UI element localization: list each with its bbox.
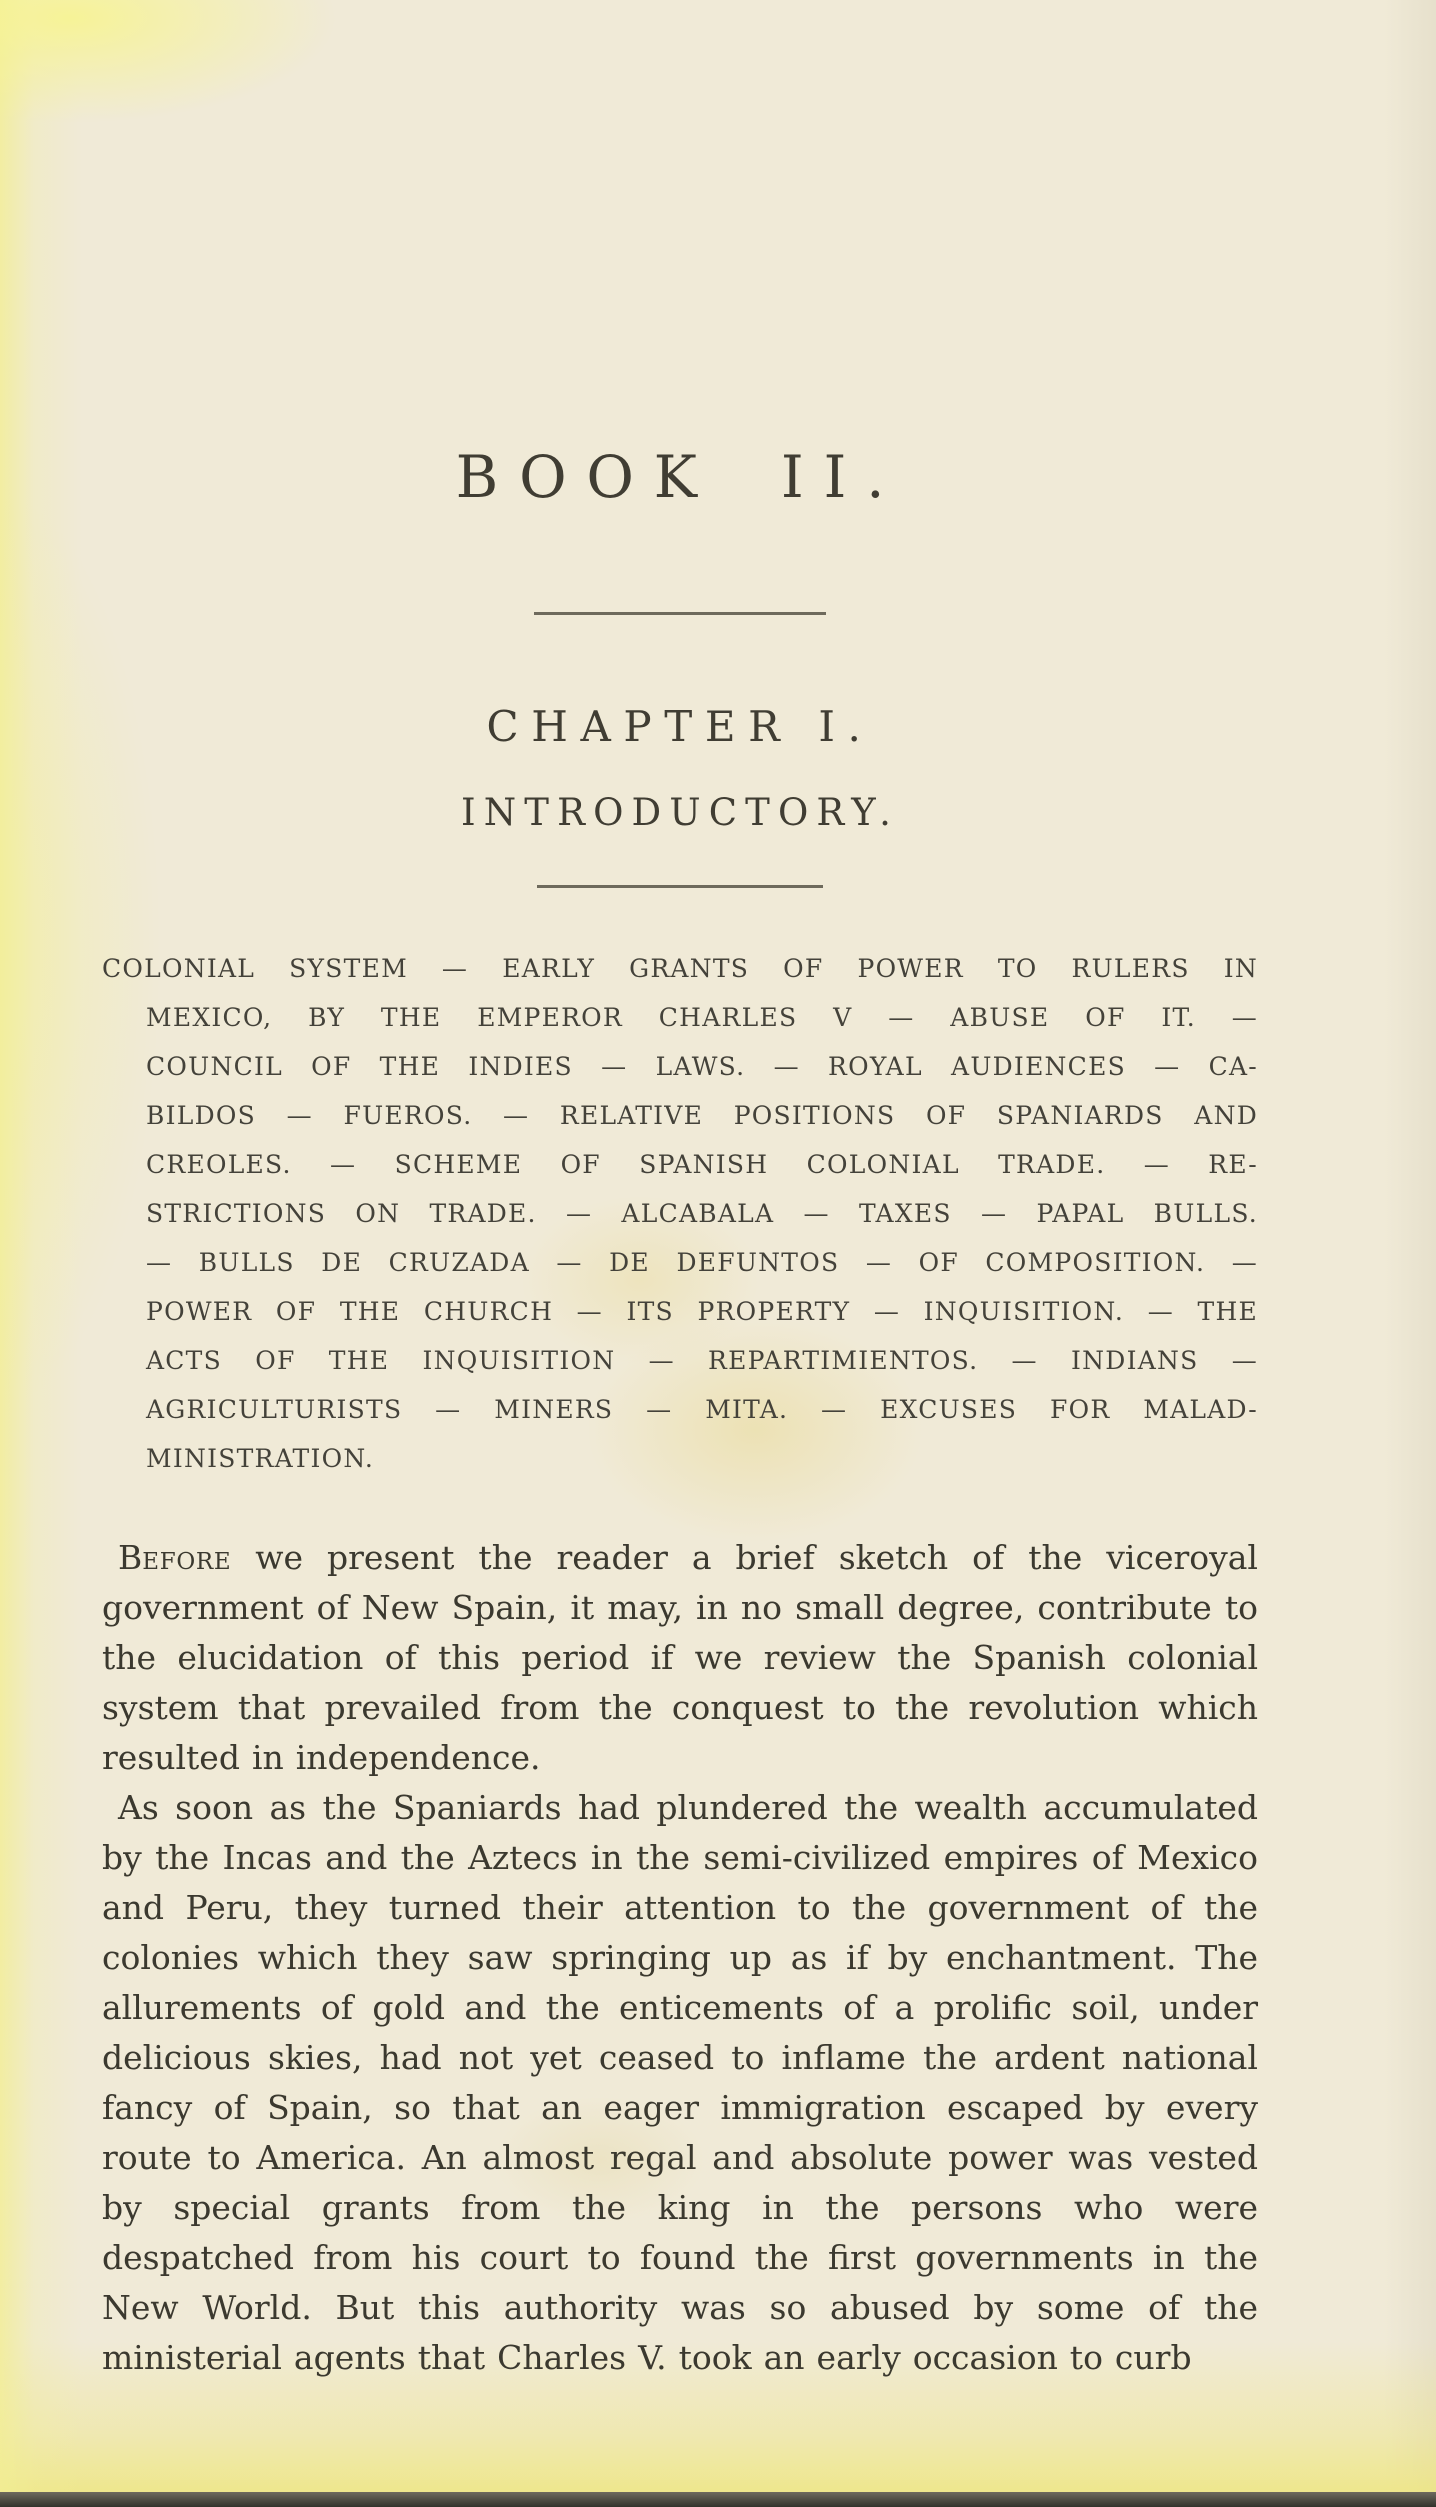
summary-line: AGRICULTURISTS — MINERS — MITA. — EXCUSES FOR MALAD- — [146, 1395, 1258, 1424]
paragraph-lead-initial: B — [118, 1538, 143, 1577]
summary-line: CREOLES. — SCHEME OF SPANISH COLONIAL TRADE. — RE- — [146, 1150, 1258, 1179]
paragraph-lead-smallcaps: efore — [142, 1538, 232, 1577]
chapter-subheading: INTRODUCTORY. — [461, 791, 899, 834]
summary-line: — BULLS DE CRUZADA — DE DEFUNTOS — OF COMPOSITION. — — [146, 1248, 1258, 1277]
summary-line: ACTS OF THE INQUISITION — REPARTIMIENTOS. — INDIANS — — [146, 1346, 1258, 1375]
summary-line: STRICTIONS ON TRADE. — ALCABALA — TAXES — PAPAL BULLS. — [146, 1199, 1258, 1228]
summary-line: BILDOS — FUEROS. — RELATIVE POSITIONS OF SPANIARDS AND — [146, 1101, 1258, 1130]
chapter-heading: CHAPTER I. — [486, 702, 874, 751]
divider-rule-top — [534, 612, 826, 615]
chapter-summary — [102, 944, 1258, 1483]
divider-rule-bottom — [537, 885, 823, 888]
body-paragraph-1 — [102, 1533, 1258, 1783]
summary-line: MEXICO, BY THE EMPEROR CHARLES V — ABUSE OF IT. — — [146, 1003, 1258, 1032]
summary-line: COLONIAL SYSTEM — EARLY GRANTS OF POWER TO RULERS IN — [102, 954, 1258, 983]
summary-line: MINISTRATION. — [146, 1444, 375, 1473]
paragraph-text: we present the reader a brief sketch of the viceroyal government of New Spain, it may, in no small degree, contribute to the elucidation of this period if we review the Spanish colonial system that prevailed from the conquest to the revolution which resulted in independence. — [102, 1538, 1258, 1777]
scan-edge-bottom-bar — [0, 2492, 1436, 2507]
summary-line: POWER OF THE CHURCH — ITS PROPERTY — INQUISITION. — THE — [146, 1297, 1258, 1326]
body-paragraph-2: As soon as the Spaniards had plundered the wealth accumulated by the Incas and the Aztecs in the semi-civilized empires of Mexico and Peru, they turned their attention to the government of the colonies which they saw springing up as if by enchantment. The allurements of gold and the enticements of a prolific soil, under delicious skies, had not yet ceased to inflame the ardent national fancy of Spain, so that an eager immigration escaped by every route to America. An almost regal and absolute power was vested by special grants from the king in the persons who were despatched from his court to found the first governments in the New World. But this authority was so abused by some of the ministerial agents that Charles V. took an early occasion to curb — [102, 1788, 1258, 2377]
book-heading: BOOK II. — [455, 443, 905, 511]
summary-line: COUNCIL OF THE INDIES — LAWS. — ROYAL AUDIENCES — CA- — [146, 1052, 1258, 1081]
page-content-column — [102, 0, 1258, 2383]
